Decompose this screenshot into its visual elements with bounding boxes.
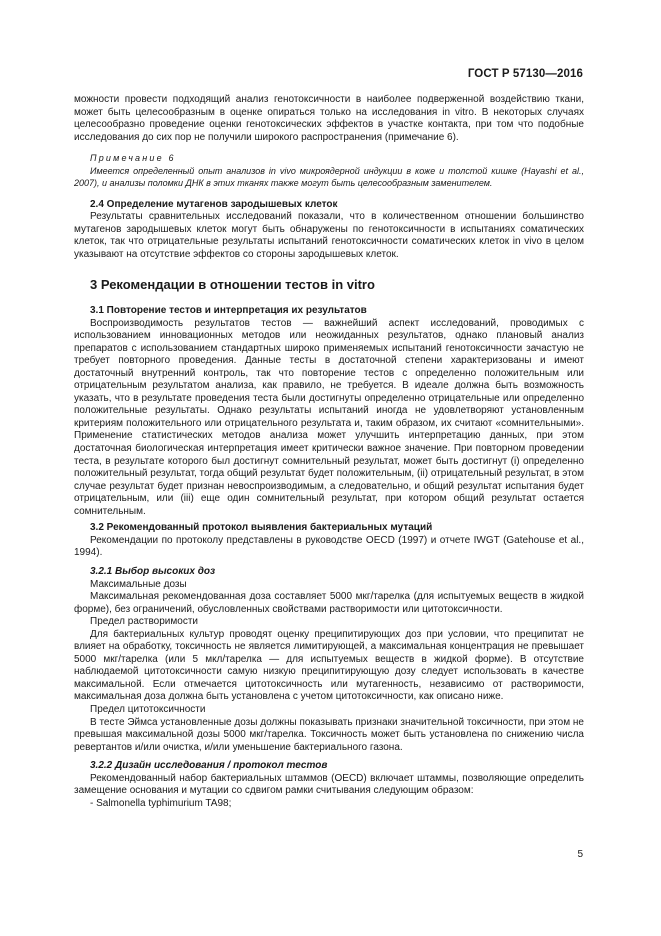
note-text: Имеется определенный опыт анализов in vivo микроядерной индукции в коже и толстой кишке (Hayashi et al., 2007), и анализы поломки ДНК в этих тканях также могут быть целесообразным заменителем. — [74, 165, 584, 188]
paragraph: Результаты сравнительных исследований показали, что в количественном отношении большинство мутагенов зародышевых клеток могут быть обнаружены по генотоксичности в испытаниях соматических клеток, так что отрицательные результаты испытаний генотоксичности соматических клеток in vivo в целом указывают на отсутствие эффектов со стороны зародышевых клеток. — [74, 211, 584, 260]
paragraph: Максимальная рекомендованная доза составляет 5000 мкг/тарелка (для испытуемых веществ в жидкой форме), без ограничений, обусловленных свойствами растворимости или цитотоксичности. — [74, 591, 584, 615]
section-heading-3-2-2: 3.2.2 Дизайн исследования / протокол тестов — [90, 760, 328, 772]
list-item: - Salmonella typhimurium TA98; — [90, 797, 232, 809]
paragraph: В тесте Эймса установленные дозы должны показывать признаки значительной токсичности, при этом не превышая максимальной дозы 5000 мкг/тарелка. Токсичность может быть установлена по снижению числа ревертантов и/или очистка, и/или уменьшение бактериального газона. — [74, 716, 584, 753]
section-heading-3: 3 Рекомендации в отношении тестов in vitro — [90, 277, 375, 293]
subheading: Предел растворимости — [90, 616, 198, 628]
paragraph: Рекомендованный набор бактериальных штаммов (OECD) включает штаммы, позволяющие определить замещение основания и мутации со сдвигом рамки считывания следующим образом: — [74, 772, 584, 797]
document-body — [74, 94, 584, 810]
subheading: Предел цитотоксичности — [90, 703, 206, 715]
paragraph: можности провести подходящий анализ генотоксичности в наиболее подверженной воздействию ткани, может быть целесообразным в оценке опираться только на исследования in vitro. В некоторых случаях целесообразно проведение оценки генотоксических эффектов в участке контакта, при том что подобные исследования до сих пор не получили широкого распространения (примечание 6). — [74, 94, 584, 143]
paragraph: Для бактериальных культур проводят оценку преципитирующих доз при условии, что преципитат не влияет на обработку, токсичность не является лимитирующей, а максимальная концентрация не превышает 5000 мкг/тарелка (или 5 мкл/тарелка — для испытуемых веществ в жидкой форме). В отсутствие наблюдаемой цитотоксичности самую низкую преципитирующую дозу следует использовать в качестве максимальной. Если отмечается цитотоксичность или мутагенность, независимо от растворимости, максимальная доза должна быть установлена с учетом цитотоксичности, как описано ниже. — [74, 628, 584, 703]
section-heading-3-2-1: 3.2.1 Выбор высоких доз — [90, 565, 216, 577]
page-number: 5 — [577, 849, 583, 860]
section-heading-2-4: 2.4 Определение мутагенов зародышевых клеток — [90, 198, 338, 210]
paragraph: Воспроизводимость результатов тестов — важнейший аспект исследований, проводимых с использованием инновационных методов или неожиданных результатов, однако плановый анализ препаратов с использованием стандартных широко применяемых испытаний генотоксичности зачастую не требует повторного проведения. Данные тесты в достаточной степени характеризованы и имеют достаточный внутренний контроль, так что повторение тестов с определенно положительным или отрицательным результатом анализа, как правило, не требуется. В идеале должна быть возможность указать, что в результате проведения теста были достигнуты определенно отрицательные или определенно положительные результаты. Однако результаты испытаний иногда не удовлетворяют установленным критериям положительного или отрицательного результата и, таким образом, их считают «сомнительными». Применение статистических методов анализа может улучшить интерпретацию данных, при этом достаточная биологическая интерпретация имеет критически важное значение. При повторном проведении теста, в результате которого был достигнут сомнительный результат, может быть достигнут (i) определенно положительный результат, тогда общий результат будет положительным, (ii) отрицательный результат, в этом случае результат будет признан невоспроизводимым, а следовательно, и общий результат испытания будет отрицательным, или (iii) еще один сомнительный результат, при котором общий результат остается сомнительным. — [74, 317, 584, 517]
paragraph: Рекомендации по протоколу представлены в руководстве OECD (1997) и отчете IWGT (Gatehouse et al., 1994). — [74, 534, 584, 559]
subheading: Максимальные дозы — [90, 578, 187, 590]
note-title: Примечание 6 — [90, 153, 176, 164]
section-heading-3-2: 3.2 Рекомендованный протокол выявления бактериальных мутаций — [90, 522, 433, 534]
document-header-id: ГОСТ Р 57130—2016 — [467, 68, 583, 80]
section-heading-3-1: 3.1 Повторение тестов и интерпретация их результатов — [90, 305, 367, 317]
